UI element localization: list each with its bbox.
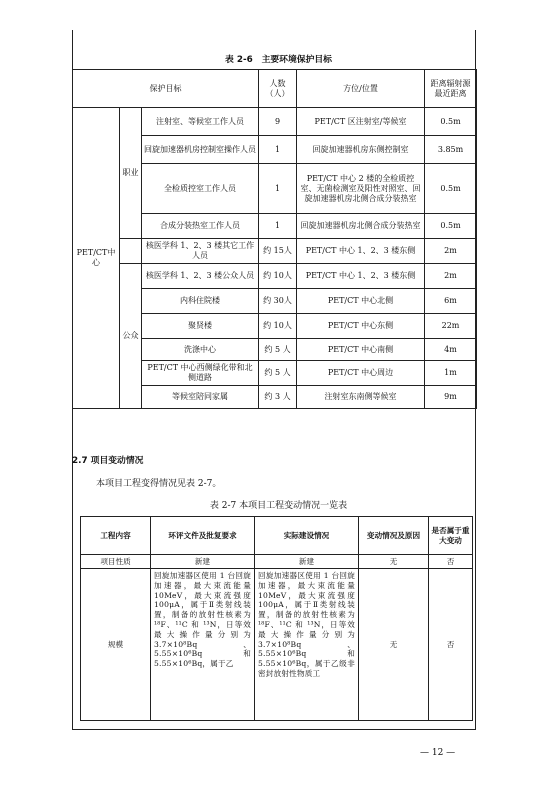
table-cell: 3.85m [425, 136, 477, 164]
table-cell: 2m [425, 264, 477, 289]
table-cell [120, 239, 142, 264]
table-cell: PET/CT 中心 1、2、3 楼东侧 [297, 264, 425, 289]
table-cell: 约 10人 [259, 314, 297, 339]
header-cell: 工程内容 [81, 517, 151, 555]
table-cell: 洗涤中心 [142, 339, 259, 361]
table-cell: 无 [359, 569, 429, 721]
header-cell: 是否属于重大变动 [429, 517, 473, 555]
table-cell: 项目性质 [81, 555, 151, 569]
table-cell: 回旋加速器机房控制室操作人员 [142, 136, 259, 164]
table-2-7-caption: 表 2-7 本项目工程变动情况一览表 [209, 501, 348, 511]
table-cell: 约 15人 [259, 239, 297, 264]
table-cell: 合成分装热室工作人员 [142, 214, 259, 239]
table-2-6 [72, 69, 477, 409]
table-cell: PET/CT 中心周边 [297, 361, 425, 386]
table-cell: 1 [259, 214, 297, 239]
header-position: 方位/位置 [297, 70, 425, 108]
table-cell: 9 [259, 108, 297, 136]
table-cell: 回旋加速器区使用 1 台回旋加速器，最大束流能量 10MeV，最大束流强度 100μA，属于Ⅱ类射线装置，制备的放射性核素为 ¹⁸F、¹¹C 和 ¹³N，日等效最大操作量分别为 3.7×10⁸Bq、5.55×10⁶Bq 和 5.55×10⁶Bq，属于乙级非密封放射性物质工 [255, 569, 359, 721]
table-cell: PET/CT 中心西侧绿化带和北侧道路 [142, 361, 259, 386]
group-public: 公众 [120, 264, 142, 409]
table-2-7 [80, 516, 473, 721]
header-cell: 实际建设情况 [255, 517, 359, 555]
table-cell: 注射室东南侧等候室 [297, 386, 425, 409]
header-count: 人数（人） [259, 70, 297, 108]
table-cell: 0.5m [425, 164, 477, 214]
table-cell: PET/CT 中心北侧 [297, 289, 425, 314]
table-cell: 0.5m [425, 108, 477, 136]
table-cell: PET/CT 中心 2 楼的全检质控室、无菌检测室及阳性对照室、回旋加速器机房北侧合成分装热室 [297, 164, 425, 214]
table-cell: 核医学科 1、2、3 楼其它工作人员 [142, 239, 259, 264]
table-cell: 内科住院楼 [142, 289, 259, 314]
table-cell: 回旋加速器机房北侧合成分装热室 [297, 214, 425, 239]
table-cell: 6m [425, 289, 477, 314]
table-cell: 约 5 人 [259, 361, 297, 386]
table-cell: 核医学科 1、2、3 楼公众人员 [142, 264, 259, 289]
header-cell: 环评文件及批复要求 [151, 517, 255, 555]
section-intro: 本项目工程变得情况见表 2-7。 [96, 479, 222, 489]
table-cell: 否 [429, 555, 473, 569]
group-pet-ct-center: PET/CT中心 [73, 108, 120, 409]
table-cell: 1 [259, 136, 297, 164]
table-cell: 聚贤楼 [142, 314, 259, 339]
group-occupational: 职业 [120, 108, 142, 239]
table-2-6-caption: 表 2-6 主要环境保护目标 [225, 55, 332, 65]
table-cell: 0.5m [425, 214, 477, 239]
table-cell: 1 [259, 164, 297, 214]
table-cell: 约 10人 [259, 264, 297, 289]
table-cell: PET/CT 区注射室/等候室 [297, 108, 425, 136]
header-cell: 变动情况及原因 [359, 517, 429, 555]
table-cell: 全检质控室工作人员 [142, 164, 259, 214]
table-cell: PET/CT 中心 1、2、3 楼东侧 [297, 239, 425, 264]
table-cell: 注射室、等候室工作人员 [142, 108, 259, 136]
table-cell: 9m [425, 386, 477, 409]
table-cell: 新建 [151, 555, 255, 569]
table-cell: 回旋加速器机房东侧控制室 [297, 136, 425, 164]
section-heading: 2.7 项目变动情况 [72, 456, 144, 466]
table-cell: 1m [425, 361, 477, 386]
table-cell: PET/CT 中心南侧 [297, 339, 425, 361]
table-cell: PET/CT 中心东侧 [297, 314, 425, 339]
table-cell: 约 5 人 [259, 339, 297, 361]
table-cell: 无 [359, 555, 429, 569]
header-target: 保护目标 [73, 70, 259, 108]
table-cell: 否 [429, 569, 473, 721]
table-cell: 规模 [81, 569, 151, 721]
table-cell: 2m [425, 239, 477, 264]
table-cell: 约 30人 [259, 289, 297, 314]
header-distance: 距离辐射源最近距离 [425, 70, 477, 108]
table-cell: 4m [425, 339, 477, 361]
page-number: — 12 — [420, 748, 456, 758]
table-cell: 回旋加速器区使用 1 台回旋加速器，最大束流能量 10MeV，最大束流强度 100μA，属于Ⅱ类射线装置，制备的放射性核素为 ¹⁸F、¹¹C 和 ¹³N，日等效最大操作量分别为 3.7×10⁸Bq、5.55×10⁶Bq 和 5.55×10⁶Bq，属于乙 [151, 569, 255, 721]
table-cell: 22m [425, 314, 477, 339]
table-cell: 等候室陪同家属 [142, 386, 259, 409]
table-cell: 新建 [255, 555, 359, 569]
table-cell: 约 3 人 [259, 386, 297, 409]
